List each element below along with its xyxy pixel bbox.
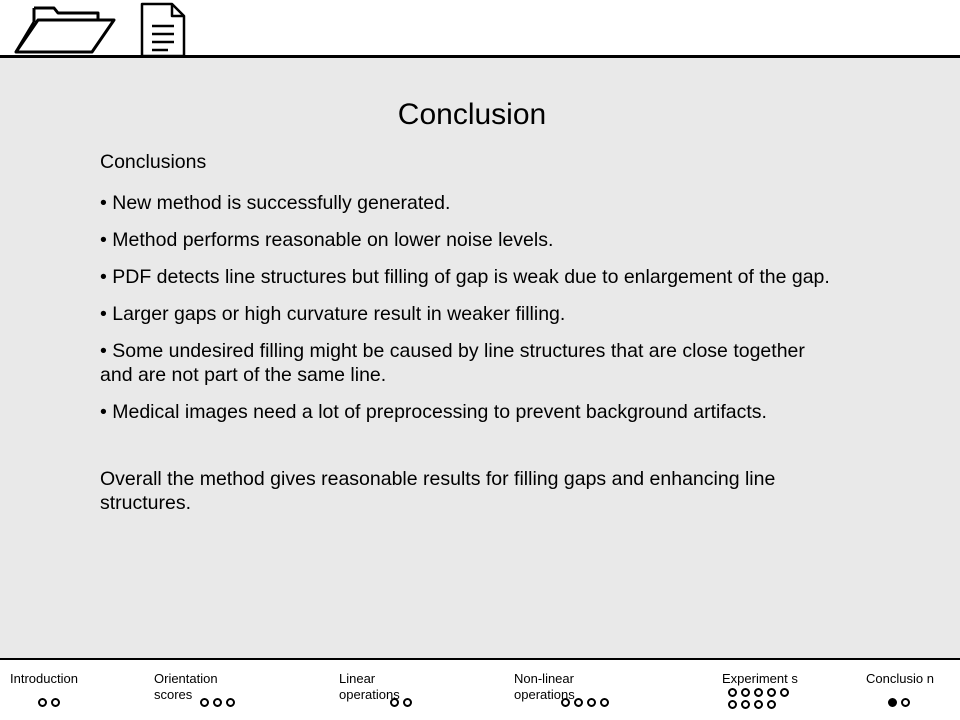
logo — [2, 0, 192, 63]
bullet-item: • Method performs reasonable on lower noise levels. — [100, 229, 554, 251]
nav-slide-dot[interactable] — [728, 700, 737, 709]
nav-slide-dot[interactable] — [754, 700, 763, 709]
nav-slide-dot[interactable] — [741, 700, 750, 709]
nav-section-non-linear-operations[interactable] — [514, 671, 594, 703]
nav-slide-dot[interactable] — [741, 688, 750, 697]
nav-slide-dot[interactable] — [403, 698, 412, 707]
nav-slide-dot[interactable] — [767, 688, 776, 697]
document-icon — [142, 4, 184, 56]
nav-section-label[interactable]: Non-linear operations — [514, 671, 575, 702]
nav-section-conclusion[interactable] — [866, 671, 946, 687]
nav-slide-dot[interactable] — [213, 698, 222, 707]
nav-slide-dot[interactable] — [561, 698, 570, 707]
slide-title: Conclusion — [397, 98, 547, 131]
nav-section-introduction[interactable] — [10, 671, 110, 687]
nav-slide-dot[interactable] — [587, 698, 596, 707]
nav-slide-dot[interactable] — [767, 700, 776, 709]
nav-slide-dot[interactable] — [390, 698, 399, 707]
nav-section-linear-operations[interactable] — [339, 671, 419, 703]
folder-icon — [16, 8, 114, 52]
nav-section-label[interactable]: Conclusio n — [866, 671, 934, 686]
bullet-item: • Some undesired filling might be caused by line structures that are close together and are not part of the same line. — [100, 340, 805, 386]
nav-slide-dot[interactable] — [888, 698, 897, 707]
nav-slide-dot[interactable] — [51, 698, 60, 707]
nav-section-label[interactable]: Experiment s — [722, 671, 798, 686]
nav-slide-dot[interactable] — [226, 698, 235, 707]
nav-section-label[interactable]: Introduction — [10, 671, 78, 686]
nav-slide-dot[interactable] — [728, 688, 737, 697]
bullet-item: • New method is successfully generated. — [100, 192, 451, 214]
nav-section-label[interactable]: Linear operations — [339, 671, 400, 702]
nav-section-label[interactable]: Orientation scores — [154, 671, 218, 702]
bullet-item: • Medical images need a lot of preprocessing to prevent background artifacts. — [100, 401, 767, 423]
nav-slide-dot[interactable] — [780, 688, 789, 697]
nav-slide-dot[interactable] — [574, 698, 583, 707]
nav-slide-dot[interactable] — [600, 698, 609, 707]
nav-section-experiments[interactable] — [722, 671, 812, 687]
nav-slide-dot[interactable] — [38, 698, 47, 707]
slide-content — [100, 150, 830, 528]
nav-slide-dot[interactable] — [754, 688, 763, 697]
summary-text: Overall the method gives reasonable results for filling gaps and enhancing line structures. — [100, 468, 776, 514]
footer-rule — [0, 658, 960, 660]
nav-slide-dot[interactable] — [200, 698, 209, 707]
nav-section-orientation-scores[interactable] — [154, 671, 224, 703]
bullet-item: • PDF detects line structures but filling of gap is weak due to enlargement of the gap. — [100, 266, 830, 288]
nav-slide-dot[interactable] — [901, 698, 910, 707]
content-heading: Conclusions — [100, 151, 207, 173]
bullet-item: • Larger gaps or high curvature result in weaker filling. — [100, 303, 566, 325]
